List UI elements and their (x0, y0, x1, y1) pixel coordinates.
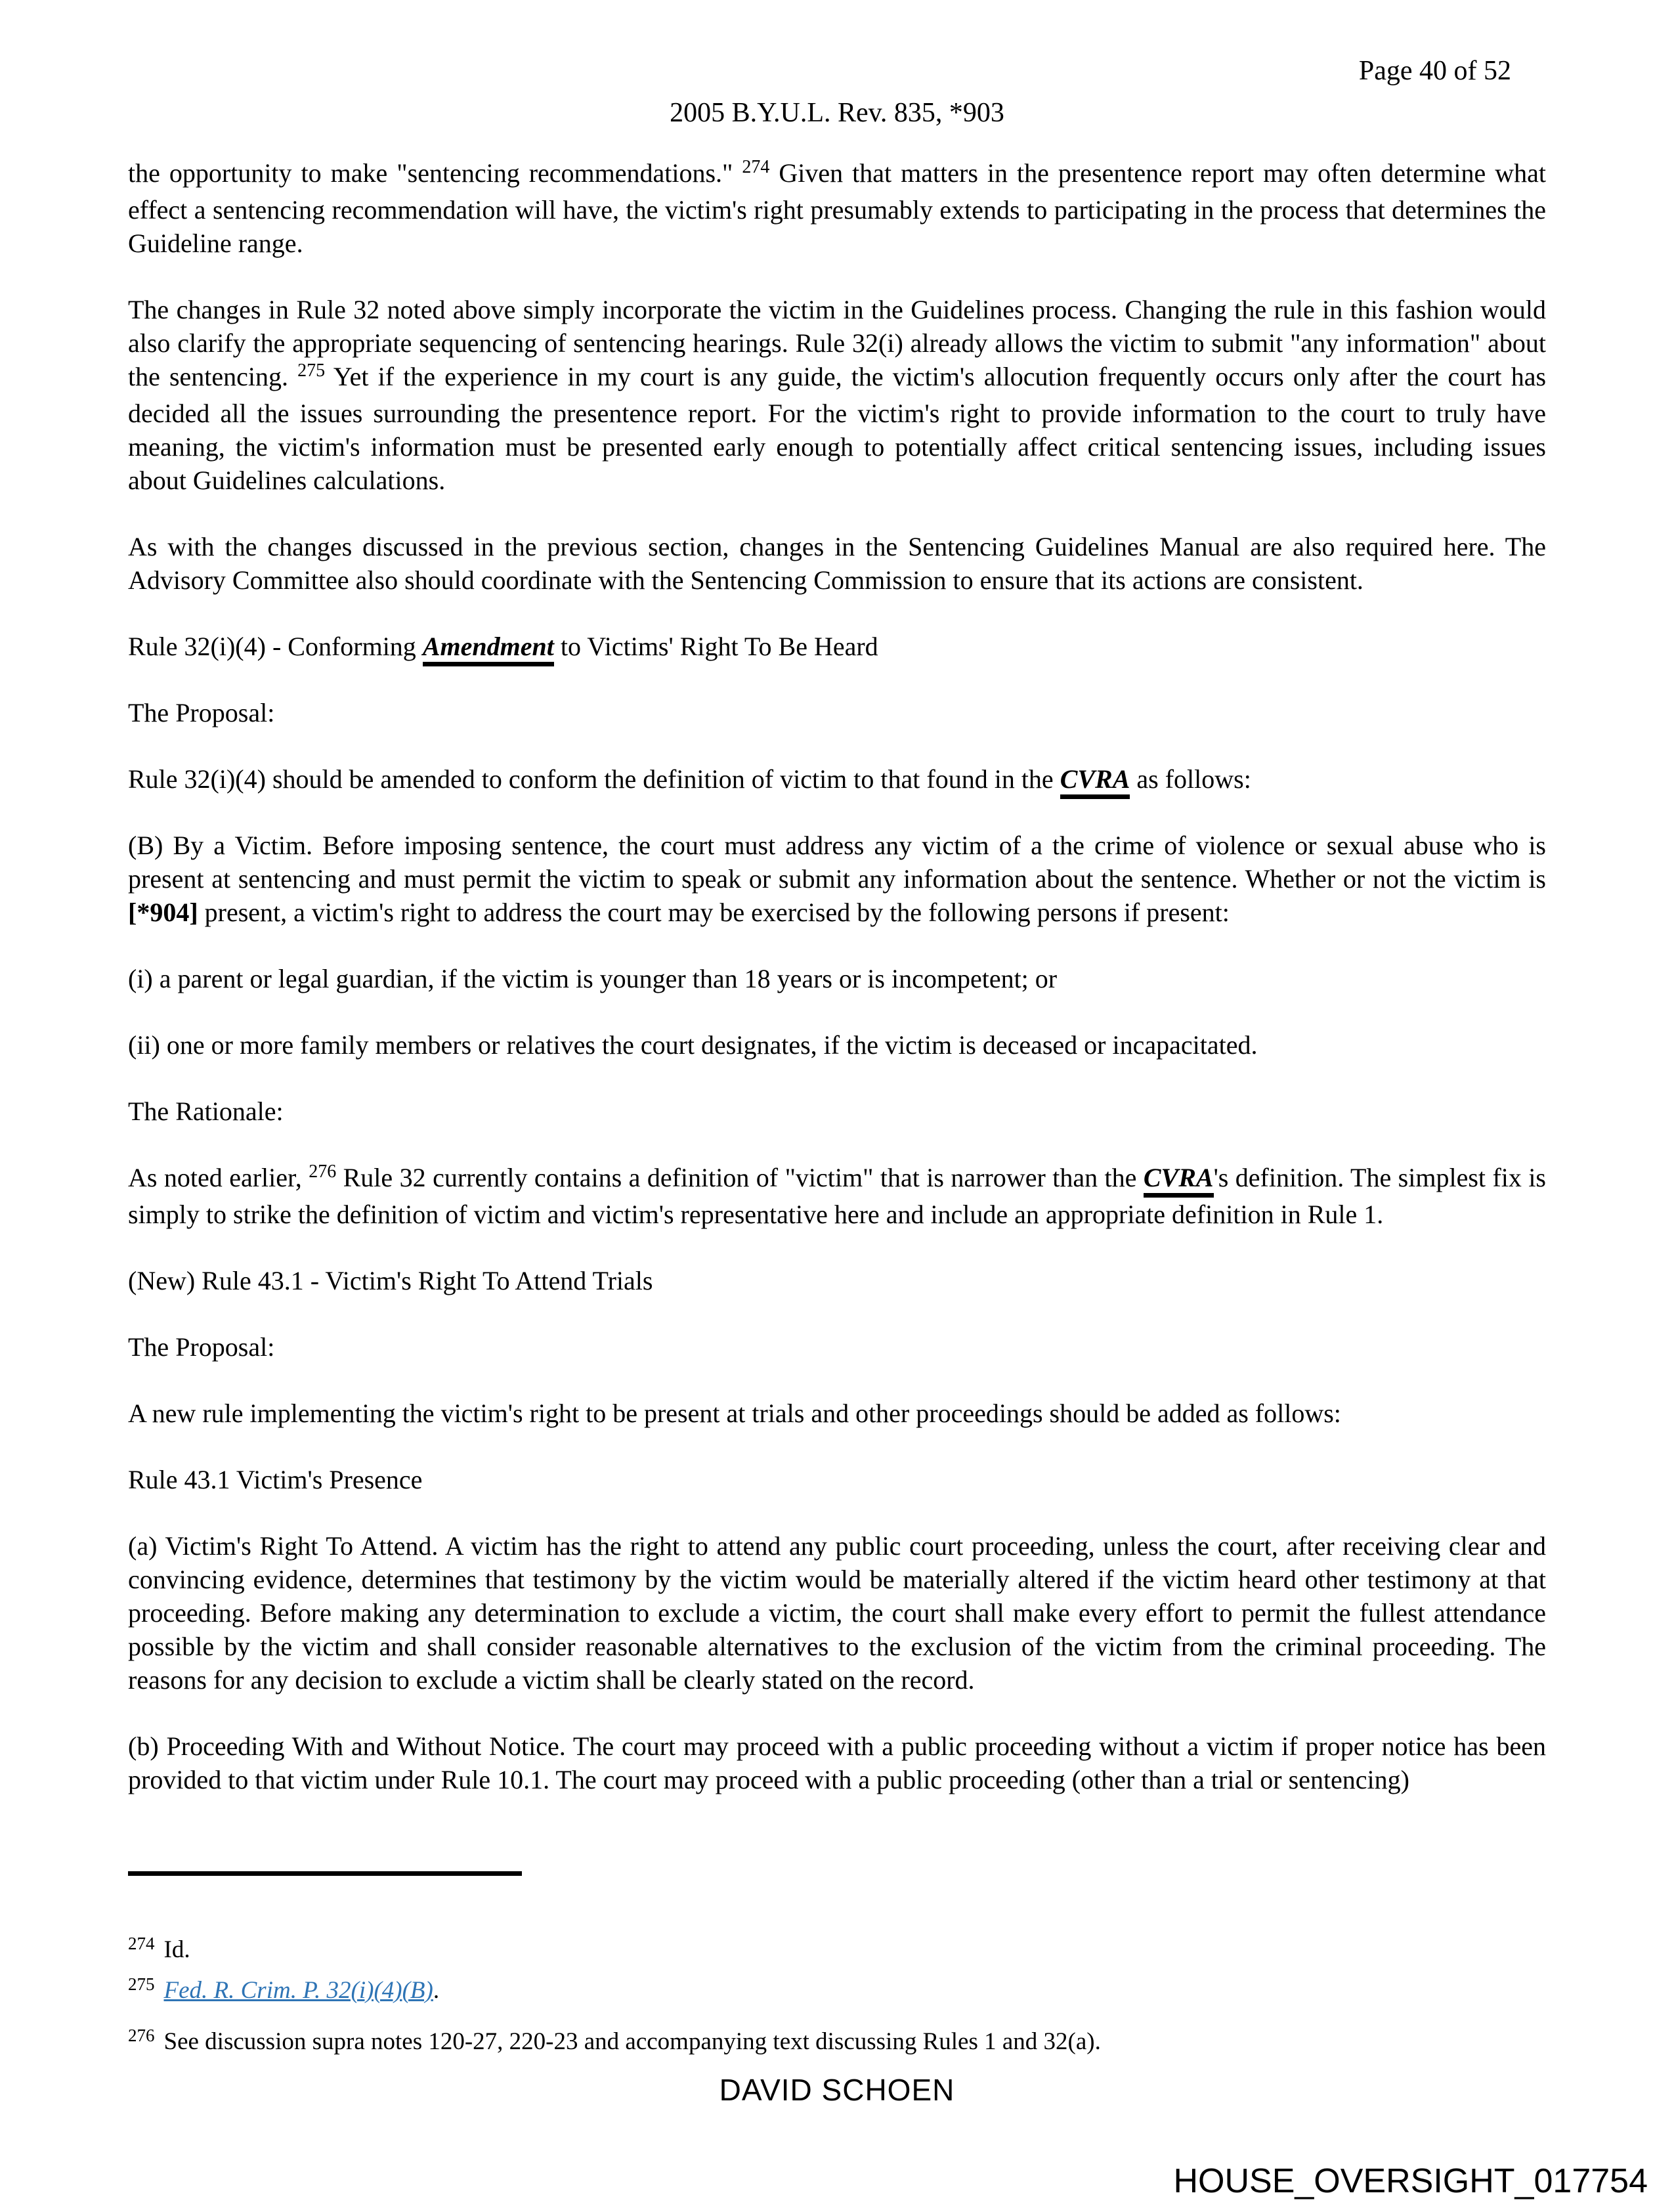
subheading-proposal: The Proposal: (128, 698, 275, 727)
subheading-rule-43-1-presence: Rule 43.1 Victim's Presence (128, 1465, 423, 1494)
body-paragraph: Rule 32(i)(4) should be amended to conform the definition of victim to that found in the CVRA as follows: (128, 762, 1546, 796)
body-paragraph: A new rule implementing the victim's right to be present at trials and other proceedings should be added as follows: (128, 1399, 1341, 1428)
section-heading-rule-32i4: Rule 32(i)(4) - Conforming Amendment to Victims' Right To Be Heard (128, 630, 1546, 663)
citation-header: 2005 B.Y.U.L. Rev. 835, *903 (670, 98, 1004, 128)
footnote (128, 1975, 1546, 2008)
section-heading-rule-43-1: (New) Rule 43.1 - Victim's Right To Attend Trials (128, 1266, 653, 1295)
body-paragraph: As noted earlier, $^{276}$ Rule 32 currently contains a definition of "victim" that is narrower than the CVRA's definition. The simplest fix is simply to strike the definition of victim and victim's representative here and include an appropriate definition in Rule 1. (128, 1161, 1547, 1229)
body-paragraph: The changes in Rule 32 noted above simply incorporate the victim in the Guidelines process. Changing the rule in this fashion would also clarify the appropriate sequencing of sentencing hearings. Rule 32(i) already allows the victim to submit "any information" about the sentencing. $^{275}$ Yet if the experience in my court is any guide, the victim's allocution frequently occurs only after the court has decided all the issues surrounding the presentence report. For the victim's right to provide information to the court to truly have meaning, the victim's information must be presented early enough to potentially affect critical sentencing issues, including issues about Guidelines calculations. (128, 295, 1547, 495)
bates-number: HOUSE_OVERSIGHT_017754 (1173, 2162, 1648, 2200)
body-paragraph: (b) Proceeding With and Without Notice. The court may proceed with a public proceeding without a victim if proper notice has been provided to that victim under Rule 10.1. The court may proceed with a public proceeding (other than a trial or sentencing) (128, 1731, 1546, 1794)
document-body (128, 156, 1546, 1829)
subheading-proposal: The Proposal: (128, 1332, 275, 1362)
body-paragraph: (i) a parent or legal guardian, if the victim is younger than 18 years or is incompetent; or (128, 964, 1058, 993)
footnote-marker: 276 (128, 2026, 155, 2045)
body-paragraph: the opportunity to make "sentencing recommendations." $^{274}$ Given that matters in the presentence report may often determine what effect a sentencing recommendation will have, the victim's right presumably extends to participating in the process that determines the Guideline range. (128, 157, 1546, 258)
body-paragraph: (ii) one or more family members or relatives the court designates, if the victim is deceased or incapacitated. (128, 1030, 1258, 1060)
body-paragraph: (B) By a Victim. Before imposing sentence, the court must address any victim of a the crime of violence or sexual abuse who is present at sentencing and must permit the victim to speak or submit any information about the sentence. Whether or not the victim is [*904] present, a victim's right to address the court may be exercised by the following persons if present: (128, 831, 1546, 927)
footnote-marker: 275 (128, 1974, 155, 1994)
footnote-text: Fed. R. Crim. P. 32(i)(4)(B). (163, 1977, 440, 2004)
footnote (128, 2026, 1546, 2059)
footnote-citation-link[interactable]: Fed. R. Crim. P. 32(i)(4)(B) (163, 1977, 433, 2004)
footnote (128, 1934, 1546, 1967)
page-indicator: Page 40 of 52 (1358, 56, 1511, 86)
footnote-marker: 274 (128, 1934, 155, 1953)
footnote-text: See discussion supra notes 120-27, 220-23 and accompanying text discussing Rules 1 and 32(a). (163, 2028, 1101, 2055)
body-paragraph: As with the changes discussed in the previous section, changes in the Sentencing Guidelines Manual are also required here. The Advisory Committee also should coordinate with the Sentencing Commission to ensure that its actions are consistent. (128, 532, 1546, 595)
footnote-separator (128, 1871, 522, 1876)
body-paragraph: (a) Victim's Right To Attend. A victim has the right to attend any public court proceeding, unless the court, after receiving clear and convincing evidence, determines that testimony by the victim would be materially altered if the victim heard other testimony at that proceeding. Before making any determination to exclude a victim, the court shall make every effort to permit the fullest attendance possible by the victim and shall consider reasonable alternatives to the exclusion of the victim from the criminal proceeding. The reasons for any decision to exclude a victim shall be clearly stated on the record. (128, 1531, 1546, 1695)
subheading-rationale: The Rationale: (128, 1096, 284, 1126)
author-name-stamp: DAVID SCHOEN (719, 2073, 955, 2107)
footnote-text: Id. (163, 1936, 190, 1963)
